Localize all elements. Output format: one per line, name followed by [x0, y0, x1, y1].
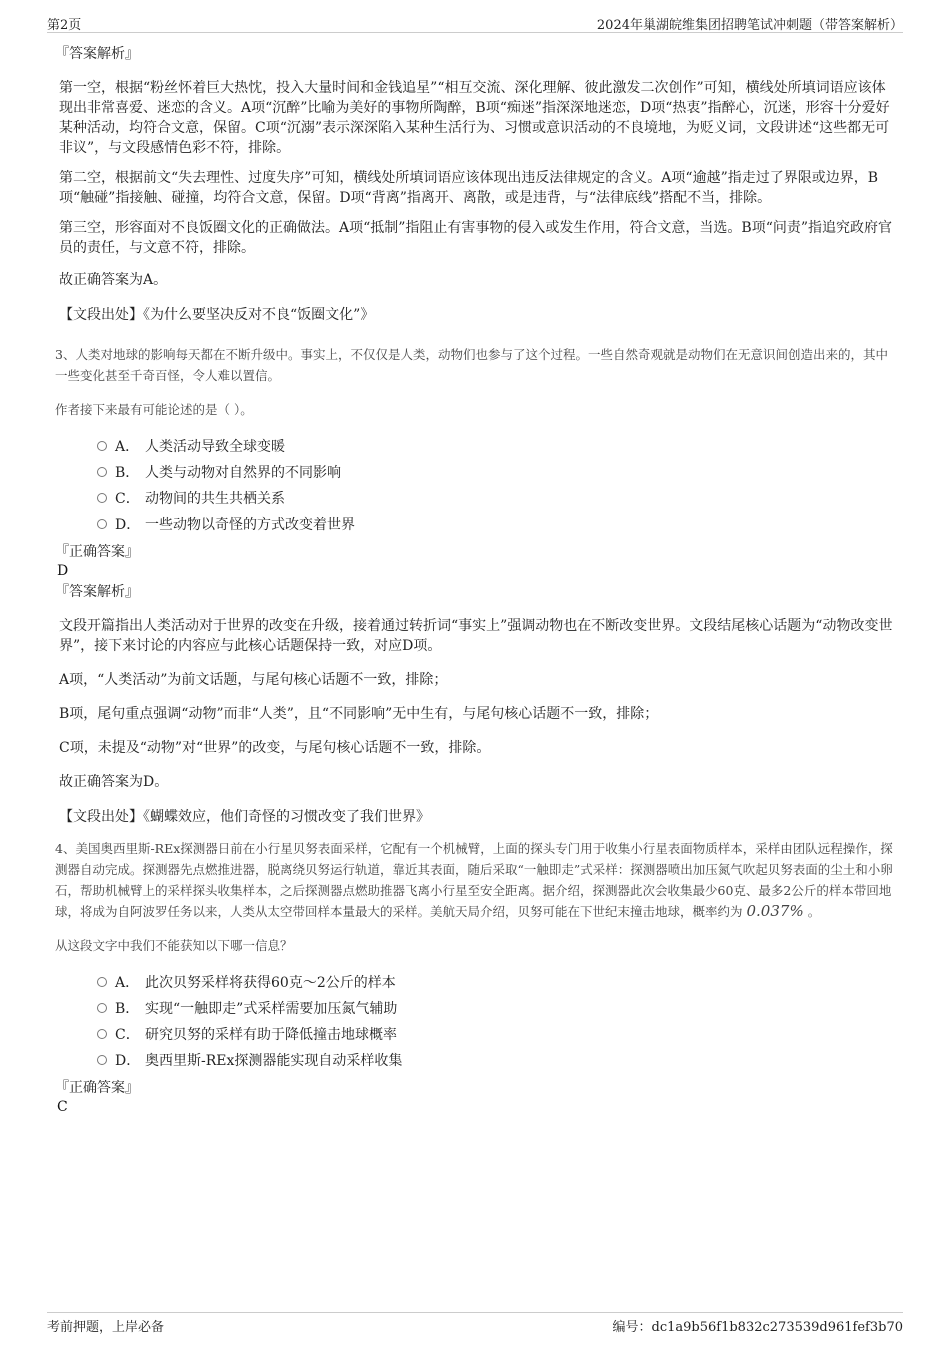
q3-option-c[interactable]: [97, 486, 895, 512]
radio-icon[interactable]: [97, 467, 107, 477]
q3-analysis-label: 『答案解析』: [55, 584, 139, 600]
q2-analysis-label: 『答案解析』: [55, 46, 139, 62]
q2-analysis-para-1: 第一空，根据“粉丝怀着巨大热忱，投入大量时间和金钱追星”“相互交流、深化理解、彼此激发二次创作”可知，横线处所填词语应该体现出非常喜爱、迷恋的含义。A项“沉醉”比喻为美好的事物所陶醉，B项“痴迷”指深深地迷恋，D项“热衷”指醉心，沉迷，形容十分爱好某种活动，均符合文意，保留。C项“沉溺”表示深深陷入某种生活行为、习惯或意识活动的不良境地，为贬义词，文段讲述“这些都无可非议”，与文段感情色彩不符，排除。: [59, 80, 890, 156]
q3-analysis-para-3: B项，尾句重点强调“动物”而非“人类”，且“不同影响”无中生有，与尾句核心话题不一致，排除；: [59, 706, 659, 722]
q3-analysis-para-4: C项，未提及“动物”对“世界”的改变，与尾句核心话题不一致，排除。: [59, 740, 491, 756]
q4-option-c[interactable]: [97, 1022, 895, 1048]
q3-analysis-para-2: A项，“人类活动”为前文话题，与尾句核心话题不一致，排除；: [59, 672, 448, 688]
q3-question: 作者接下来最有可能论述的是（ ）。: [55, 402, 253, 417]
q3-conclusion: 故正确答案为D。: [59, 774, 169, 790]
option-text: 动物间的共生共栖关系: [145, 491, 285, 507]
q3-source: 【文段出处】《蝴蝶效应，他们奇怪的习惯改变了我们世界》: [59, 809, 430, 825]
q4-correct-answer: C: [57, 1099, 68, 1115]
q4-stem-end: 。: [807, 904, 821, 919]
q3-correct-label: 『正确答案』: [55, 544, 139, 560]
q4-stem-text: 4、美国奥西里斯-REx探测器日前在小行星贝努表面采样，它配有一个机械臂，上面的探头专门用于收集小行星表面物质样本，采样由团队远程操作，探测器自动完成。探测器先点燃推进器，脱离绕贝努运行轨道，靠近其表面，随后采取“一触即走”式采样：探测器喷出加压氮气吹起贝努表面的尘土和小卵石，帮助机械臂上的采样探头收集样本，之后探测器点燃助推器飞离小行星至安全距离。据介绍，探测器此次会收集最少60克、最多2公斤的样本带回地球，将成为自阿波罗任务以来，人类从太空带回样本量最大的采样。美航天局介绍，贝努可能在下世纪末撞击地球，概率约为: [55, 841, 893, 919]
q4-option-d[interactable]: [97, 1048, 895, 1074]
option-text: 奥西里斯-REx探测器能实现自动采样收集: [145, 1053, 403, 1069]
q4-stem: [55, 838, 895, 922]
q3-correct-answer: D: [57, 563, 69, 579]
document-id: 编号：dc1a9b56f1b832c273539d961fef3b70: [612, 1320, 903, 1335]
radio-icon[interactable]: [97, 441, 107, 451]
option-letter: A．: [115, 439, 140, 455]
option-text: 人类与动物对自然界的不同影响: [145, 465, 341, 481]
option-text: 人类活动导致全球变暖: [145, 439, 285, 455]
q4-correct-label: 『正确答案』: [55, 1080, 139, 1096]
radio-icon[interactable]: [97, 519, 107, 529]
q2-analysis-para-2: 第二空，根据前文“失去理性、过度失序”可知，横线处所填词语应该体现出违反法律规定的含义。A项“逾越”指走过了界限或边界，B项“触碰”指接触、碰撞，均符合文意，保留。D项“背离”指离开、离散，或是违背，与“法律底线”搭配不当，排除。: [59, 170, 879, 206]
option-letter: D．: [115, 517, 141, 533]
option-letter: C．: [115, 1027, 140, 1043]
q3-stem: 3、人类对地球的影响每天都在不断升级中。事实上，不仅仅是人类，动物们也参与了这个过程。一些自然奇观就是动物们在无意识间创造出来的，其中一些变化甚至千奇百怪，令人难以置信。: [55, 347, 888, 383]
q3-option-b[interactable]: [97, 460, 895, 486]
q3-option-a[interactable]: [97, 434, 895, 460]
option-letter: B．: [115, 465, 140, 481]
q2-analysis-para-3: 第三空，形容面对不良饭圈文化的正确做法。A项“抵制”指阻止有害事物的侵入或发生作用，符合文意，当选。B项“问责”指追究政府官员的责任，与文意不符，排除。: [59, 220, 893, 256]
page-footer: [47, 1312, 903, 1335]
radio-icon[interactable]: [97, 1055, 107, 1065]
radio-icon[interactable]: [97, 1029, 107, 1039]
radio-icon[interactable]: [97, 1003, 107, 1013]
option-text: 一些动物以奇怪的方式改变着世界: [145, 517, 355, 533]
option-letter: A．: [115, 975, 140, 991]
option-letter: D．: [115, 1053, 141, 1069]
option-text: 实现“一触即走”式采样需要加压氮气辅助: [145, 1001, 398, 1017]
q4-option-b[interactable]: [97, 996, 895, 1022]
q4-probability: 0.037%: [746, 902, 804, 920]
option-text: 此次贝努采样将获得60克～2公斤的样本: [145, 975, 396, 991]
page-number: 第2页: [47, 18, 82, 33]
main-content: [55, 44, 895, 1116]
radio-icon[interactable]: [97, 493, 107, 503]
q4-question: 从这段文字中我们不能获知以下哪一信息？: [55, 938, 293, 953]
q3-option-d[interactable]: [97, 512, 895, 538]
option-letter: B．: [115, 1001, 140, 1017]
page-header: [47, 12, 903, 33]
document-title: 2024年巢湖皖维集团招聘笔试冲刺题（带答案解析）: [596, 18, 903, 33]
footer-slogan: 考前押题，上岸必备: [47, 1320, 165, 1335]
q2-source: 【文段出处】《为什么要坚决反对不良“饭圈文化”》: [59, 307, 375, 323]
radio-icon[interactable]: [97, 977, 107, 987]
q3-analysis-para-1: 文段开篇指出人类活动对于世界的改变在升级，接着通过转折词“事实上”强调动物也在不断改变世界。文段结尾核心话题为“动物改变世界”，接下来讨论的内容应与此核心话题保持一致，对应D项。: [59, 618, 893, 654]
q3-options: [97, 434, 895, 538]
option-letter: C．: [115, 491, 140, 507]
option-text: 研究贝努的采样有助于降低撞击地球概率: [145, 1027, 397, 1043]
q2-conclusion: 故正确答案为A。: [59, 272, 168, 288]
q4-options: [97, 970, 895, 1074]
q4-option-a[interactable]: [97, 970, 895, 996]
